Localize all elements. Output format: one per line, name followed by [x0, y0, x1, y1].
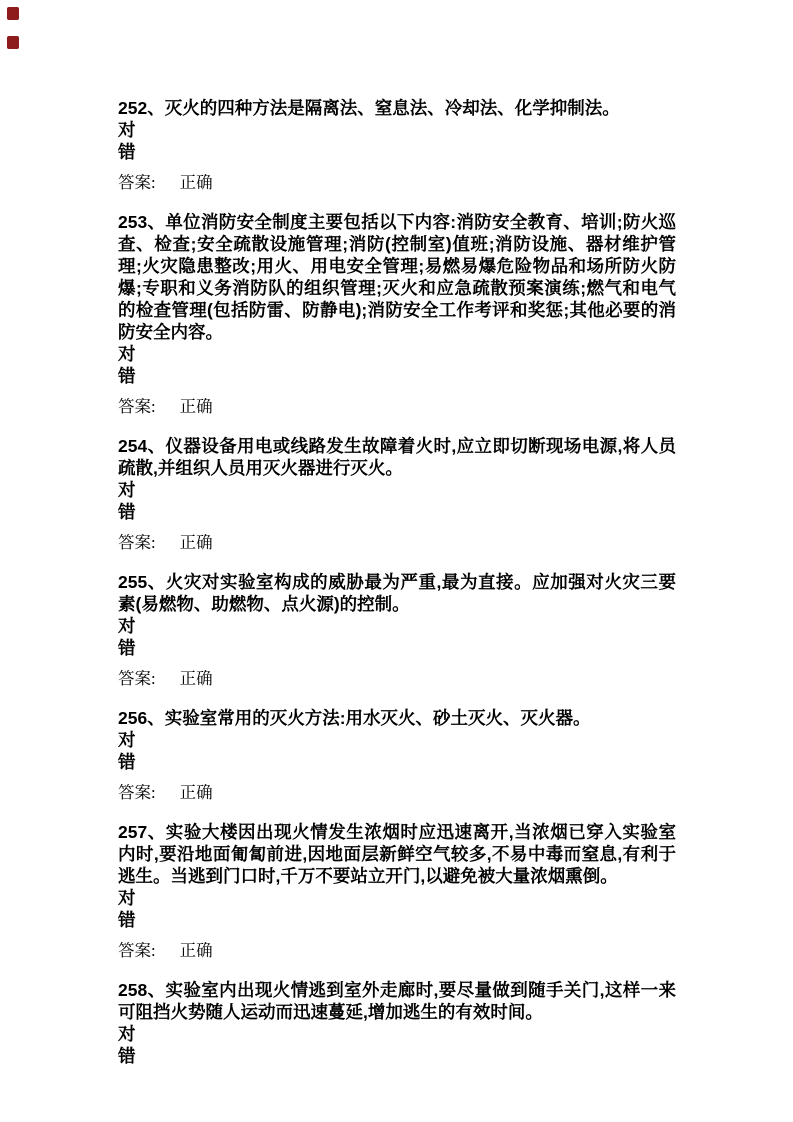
answer-label: 答案: — [118, 533, 156, 552]
option-false: 错 — [118, 1046, 136, 1066]
option-false: 错 — [118, 638, 136, 658]
answer-value: 正确 — [179, 669, 213, 688]
answer-value: 正确 — [179, 941, 213, 960]
question-list — [118, 97, 676, 1084]
question-body: 灭火的四种方法是隔离法、窒息法、冷却法、化学抑制法。 — [164, 98, 620, 118]
question-number: 252、 — [118, 98, 165, 118]
answer-line — [118, 396, 676, 418]
question-text — [118, 97, 676, 119]
question-body: 实验大楼因出现火情发生浓烟时应迅速离开,当浓烟已穿入实验室内时,要沿地面匍匐前进,因地面层新鲜空气较多,不易中毒而窒息,有利于逃生。当逃到门口时,千万不要站立开门,以避免被大量浓烟熏倒。 — [118, 822, 676, 886]
question-block-256 — [118, 707, 676, 804]
question-number: 254、 — [118, 436, 166, 456]
question-block-253 — [118, 211, 676, 418]
answer-label: 答案: — [118, 783, 156, 802]
question-text — [118, 707, 676, 729]
broken-image-icon — [7, 7, 19, 20]
question-number: 253、 — [118, 212, 166, 232]
option-false: 错 — [118, 910, 136, 930]
answer-value: 正确 — [179, 783, 213, 802]
question-number: 257、 — [118, 822, 166, 842]
broken-image-icon — [7, 36, 19, 49]
answer-value: 正确 — [179, 173, 213, 192]
question-body: 单位消防安全制度主要包括以下内容:消防安全教育、培训;防火巡查、检查;安全疏散设施管理;消防(控制室)值班;消防设施、器材维护管理;火灾隐患整改;用火、用电安全管理;易燃易爆危险物品和场所防火防爆;专职和义务消防队的组织管理;灭火和应急疏散预案演练;燃气和电气的检查管理(包括防雷、防静电);消防安全工作考评和奖惩;其他必要的消防安全内容。 — [118, 212, 676, 342]
option-true: 对 — [118, 616, 136, 636]
answer-line — [118, 668, 676, 690]
question-body: 仪器设备用电或线路发生故障着火时,应立即切断现场电源,将人员疏散,并组织人员用灭火器进行灭火。 — [118, 436, 676, 478]
question-body: 实验室常用的灭火方法:用水灭火、砂土灭火、灭火器。 — [164, 708, 591, 728]
question-text — [118, 821, 676, 887]
answer-label: 答案: — [118, 173, 156, 192]
question-body: 实验室内出现火情逃到室外走廊时,要尽量做到随手关门,这样一来可阻挡火势随人运动而迅速蔓延,增加逃生的有效时间。 — [118, 980, 676, 1022]
question-text — [118, 979, 676, 1023]
question-body: 火灾对实验室构成的威胁最为严重,最为直接。应加强对火灾三要素(易燃物、助燃物、点火源)的控制。 — [118, 572, 676, 614]
option-true: 对 — [118, 1024, 136, 1044]
answer-label: 答案: — [118, 397, 156, 416]
question-block-252 — [118, 97, 676, 194]
option-true: 对 — [118, 888, 136, 908]
question-block-258 — [118, 979, 676, 1067]
answer-line — [118, 782, 676, 804]
answer-label: 答案: — [118, 669, 156, 688]
option-false: 错 — [118, 502, 136, 522]
option-true: 对 — [118, 344, 136, 364]
question-text — [118, 571, 676, 615]
question-number: 258、 — [118, 980, 166, 1000]
answer-line — [118, 940, 676, 962]
answer-value: 正确 — [179, 533, 213, 552]
question-text — [118, 211, 676, 343]
question-number: 255、 — [118, 572, 166, 592]
question-text — [118, 435, 676, 479]
answer-label: 答案: — [118, 941, 156, 960]
option-true: 对 — [118, 480, 136, 500]
question-block-257 — [118, 821, 676, 962]
option-true: 对 — [118, 730, 136, 750]
answer-value: 正确 — [179, 397, 213, 416]
option-true: 对 — [118, 120, 136, 140]
answer-line — [118, 532, 676, 554]
question-block-254 — [118, 435, 676, 554]
option-false: 错 — [118, 752, 136, 772]
option-false: 错 — [118, 142, 136, 162]
option-false: 错 — [118, 366, 136, 386]
question-block-255 — [118, 571, 676, 690]
question-number: 256、 — [118, 708, 165, 728]
answer-line — [118, 172, 676, 194]
